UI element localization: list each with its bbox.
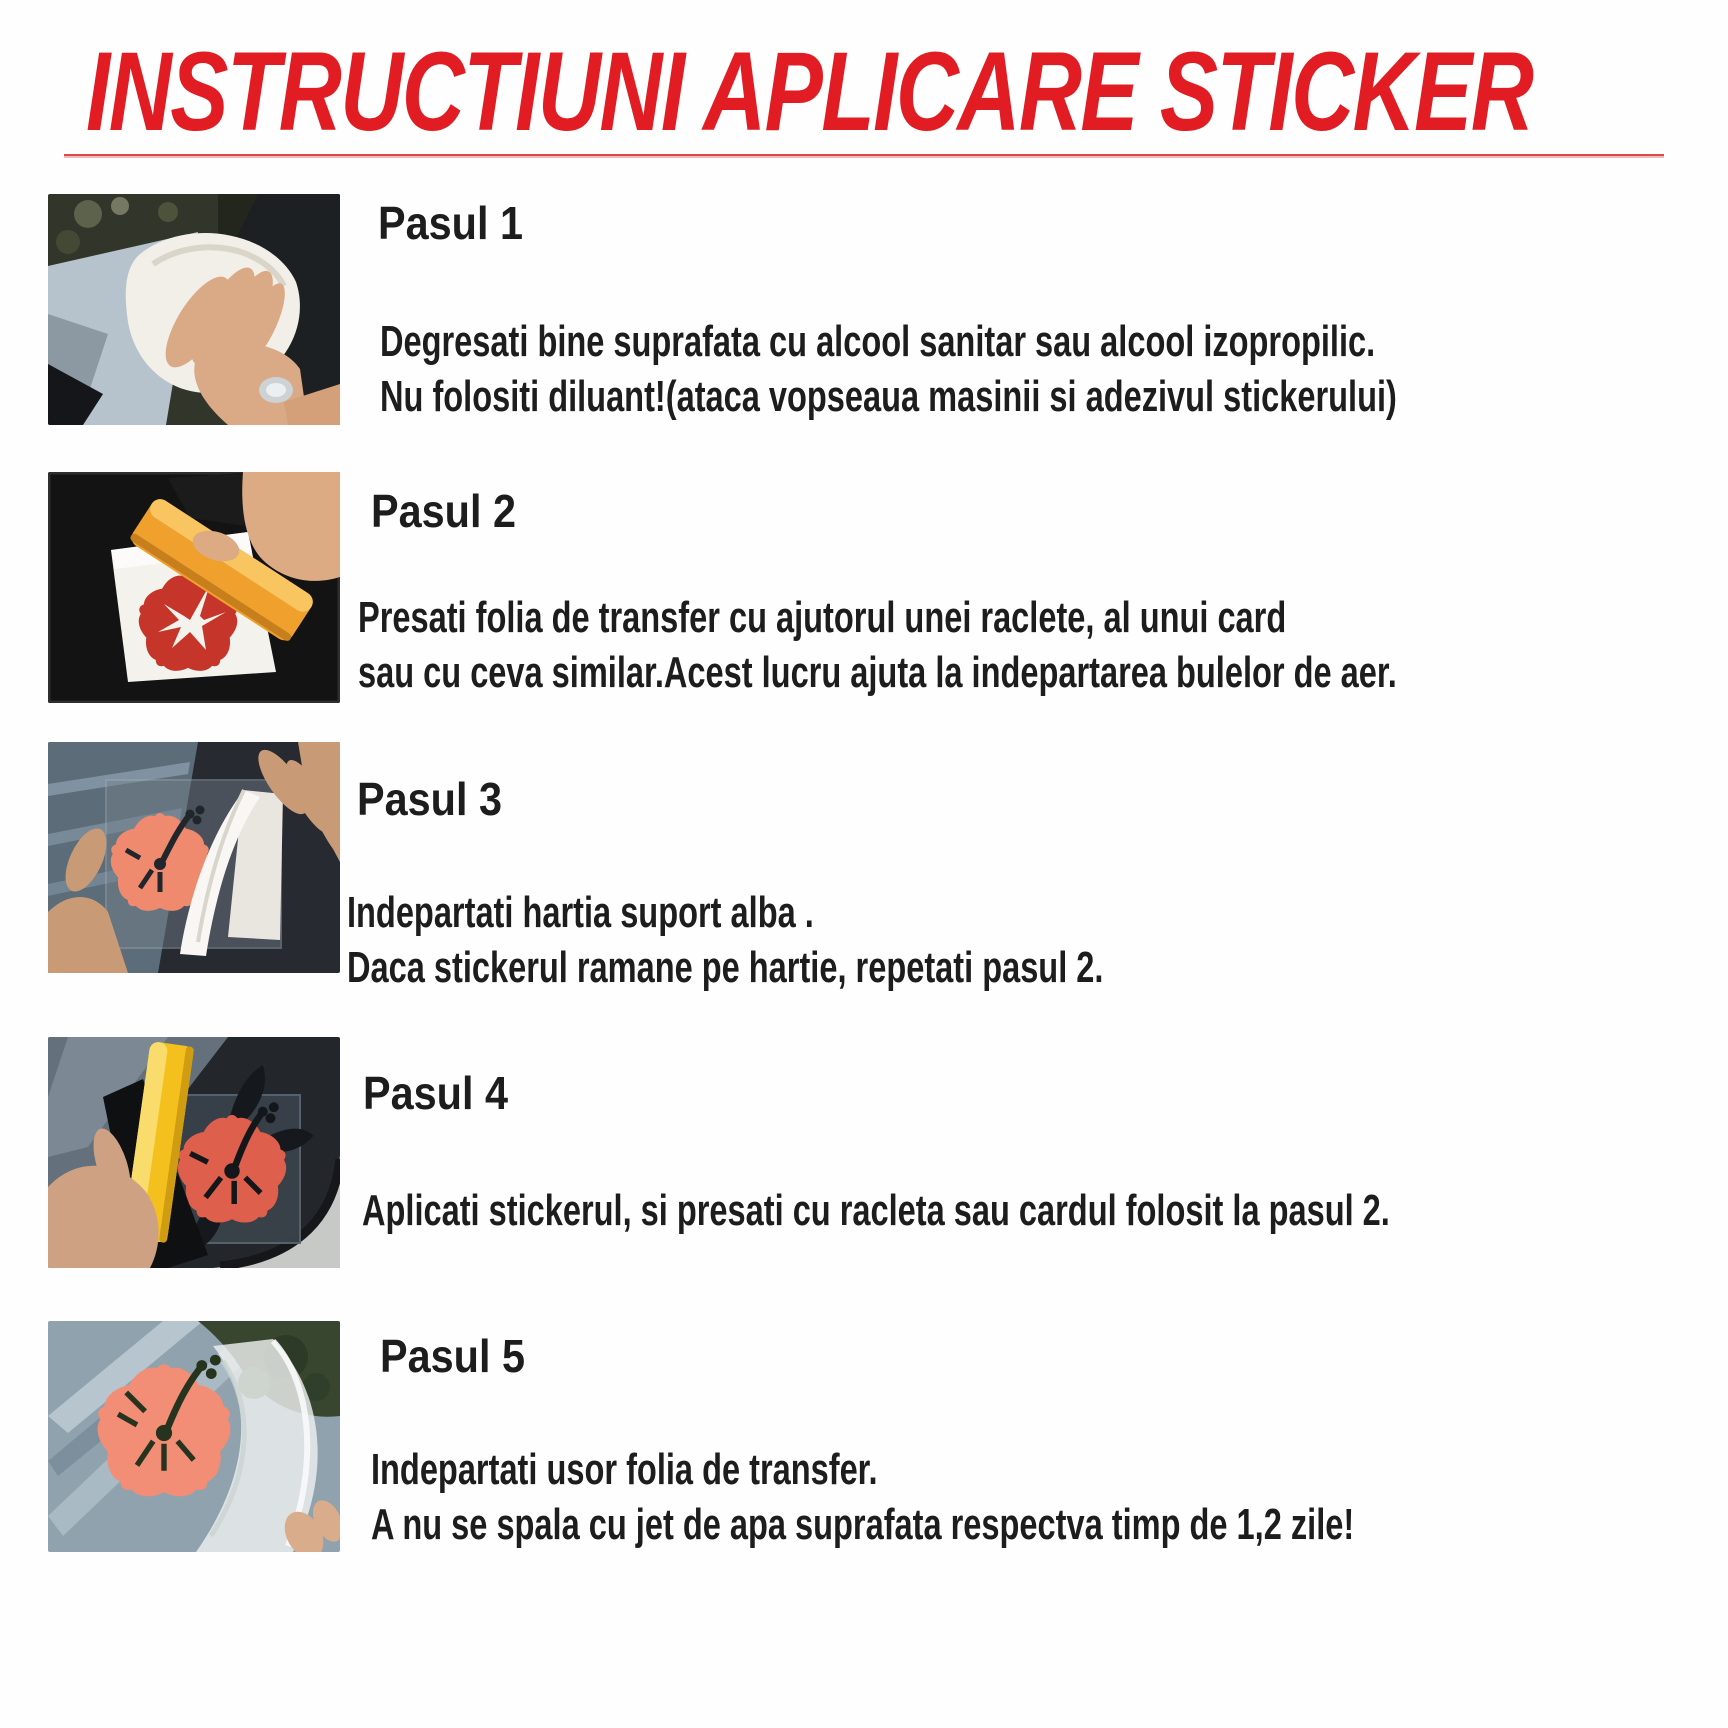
step1-heading: Pasul 1 [378, 197, 523, 249]
step2-line-1: Presati folia de transfer cu ajutorul unei raclete, al unui card [358, 593, 1287, 642]
step4-body [362, 1183, 1728, 1238]
step1-body [380, 314, 1728, 424]
step5-line-1: Indepartati usor folia de transfer. [371, 1445, 878, 1494]
step5-body [371, 1442, 1700, 1552]
step3-photo [48, 742, 340, 973]
step-section-1 [0, 194, 1728, 472]
step1-photo [48, 194, 340, 425]
step-section-4 [0, 1037, 1728, 1321]
step1-line-1: Degresati bine suprafata cu alcool sanitar sau alcool izopropilic. [380, 317, 1376, 366]
apply-sticker-illustration [48, 1037, 340, 1268]
step2-line-2: sau cu ceva similar.Acest lucru ajuta la indepartarea bulelor de aer. [358, 648, 1397, 697]
step2-heading: Pasul 2 [371, 485, 516, 537]
squeegee-press-illustration [48, 472, 340, 703]
step2-photo [48, 472, 340, 703]
step3-heading: Pasul 3 [357, 773, 502, 825]
step-section-3 [0, 742, 1728, 1037]
step5-line-2: A nu se spala cu jet de apa suprafata respectva timp de 1,2 zile! [371, 1500, 1355, 1549]
step-section-2 [0, 472, 1728, 742]
step5-heading: Pasul 5 [380, 1330, 525, 1382]
step4-heading: Pasul 4 [363, 1067, 508, 1119]
step4-photo [48, 1037, 340, 1268]
step3-line-2: Daca stickerul ramane pe hartie, repetati pasul 2. [347, 943, 1104, 992]
step-section-5 [0, 1321, 1728, 1586]
page-title: INSTRUCTIUNI APLICARE STICKER [86, 29, 1533, 154]
step3-line-1: Indepartati hartia suport alba . [347, 888, 814, 937]
step4-line-1: Aplicati stickerul, si presati cu racleta sau cardul folosit la pasul 2. [362, 1186, 1390, 1235]
title-underline [64, 154, 1664, 158]
step3-body [347, 885, 1369, 995]
step2-body [358, 590, 1728, 700]
step1-line-2: Nu folositi diluant!(ataca vopseaua masinii si adezivul stickerului) [380, 372, 1397, 421]
header [0, 0, 1728, 154]
step5-photo [48, 1321, 340, 1552]
peel-backing-illustration [48, 742, 340, 973]
remove-foil-illustration [48, 1321, 340, 1552]
wiping-surface-illustration [48, 194, 340, 425]
